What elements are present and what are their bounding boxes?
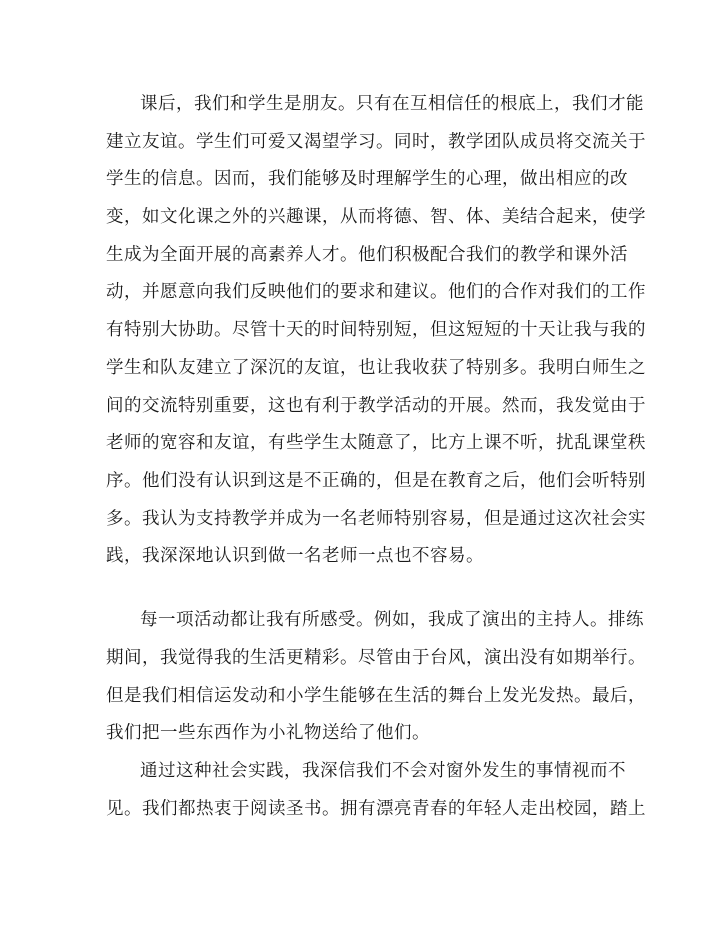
paragraph-1-line-11: 序。他们没有认识到这是不正确的，但是在教育之后，他们会听特别 [106, 471, 646, 491]
paragraph-1-line-5: 生成为全面开展的高素养人才。他们积极配合我们的教学和课外活 [106, 245, 628, 265]
paragraph-1-line-6: 动，并愿意向我们反映他们的要求和建议。他们的合作对我们的工作 [106, 282, 646, 302]
paragraph-2-line-1: 每一项活动都让我有所感受。例如，我成了演出的主持人。排练 [140, 610, 644, 630]
paragraph-2-line-3: 但是我们相信运发动和小学生能够在生活的舞台上发光发热。最后， [106, 686, 646, 706]
paragraph-1-line-13: 践，我深深地认识到做一名老师一点也不容易。 [106, 546, 484, 566]
paragraph-1-line-7: 有特别大协助。尽管十天的时间特别短，但这短短的十天让我与我的 [106, 320, 646, 340]
paragraph-2-line-2: 期间，我觉得我的生活更精彩。尽管由于台风，演出没有如期举行。 [106, 648, 646, 668]
paragraph-1-line-3: 学生的信息。因而，我们能够及时理解学生的心理，做出相应的改 [106, 169, 628, 189]
paragraph-3-line-1: 通过这种社会实践，我深信我们不会对窗外发生的事情视而不 [140, 761, 626, 781]
paragraph-1-line-10: 老师的宽容和友谊，有些学生太随意了，比方上课不听，扰乱课堂秩 [106, 433, 646, 453]
paragraph-1-line-8: 学生和队友建立了深沉的友谊，也让我收获了特别多。我明白师生之 [106, 358, 646, 378]
paragraph-1-line-1: 课后，我们和学生是朋友。只有在互相信任的根底上，我们才能 [140, 94, 644, 114]
paragraph-1-line-9: 间的交流特别重要，这也有利于教学活动的开展。然而，我发觉由于 [106, 396, 646, 416]
paragraph-3-line-2: 见。我们都热衷于阅读圣书。拥有漂亮青春的年轻人走出校园，踏上 [106, 799, 646, 819]
paragraph-2-line-4: 我们把一些东西作为小礼物送给了他们。 [106, 723, 430, 743]
paragraph-1-line-12: 多。我认为支持教学并成为一名老师特别容易，但是通过这次社会实 [106, 509, 646, 529]
paragraph-1-line-2: 建立友谊。学生们可爱又渴望学习。同时，教学团队成员将交流关于 [106, 132, 646, 152]
paragraph-1-line-4: 变，如文化课之外的兴趣课，从而将德、智、体、美结合起来，使学 [106, 207, 646, 227]
